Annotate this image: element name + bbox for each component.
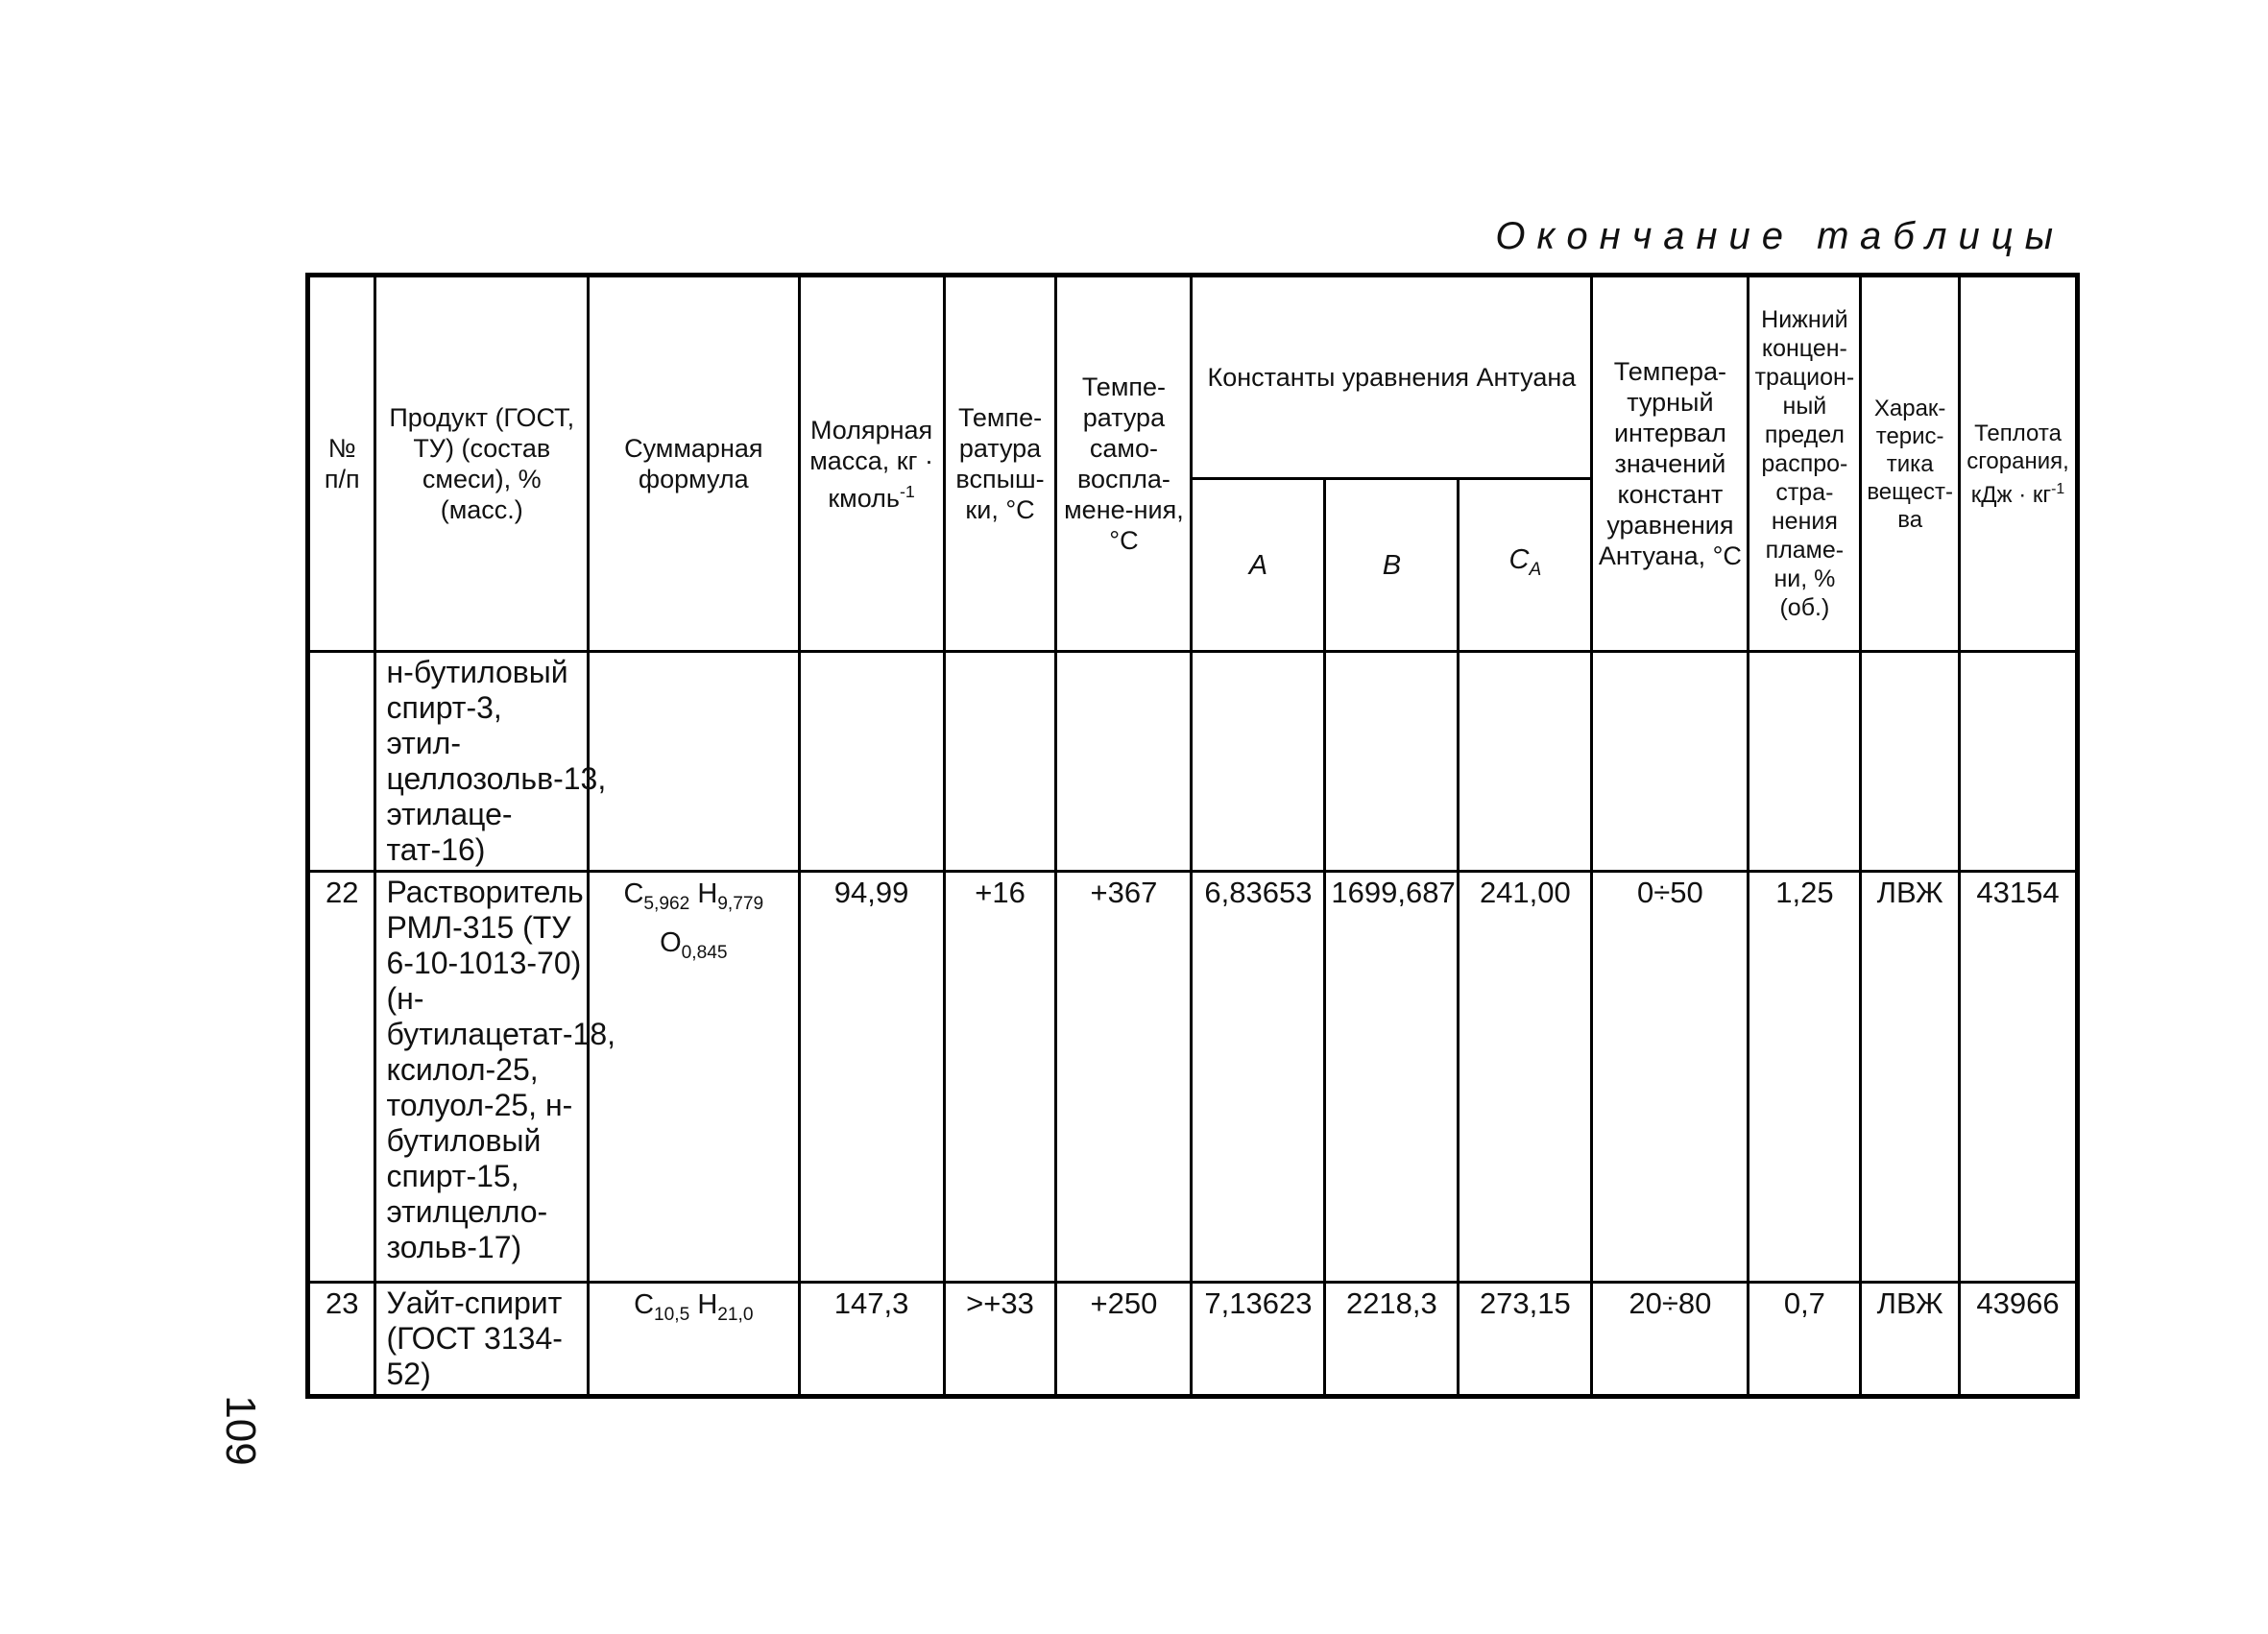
row-flash: +16 [944,872,1056,1283]
formula-o-sub: 0,845 [681,942,728,963]
header-flash-temp: Темпе-ратура вспыш-ки, °С [944,276,1056,652]
formula-c: C [634,1289,655,1320]
header-combustion-heat-sup: -1 [2051,480,2065,497]
row-a [1192,652,1325,872]
row-formula [589,1283,800,1397]
row-characteristic: ЛВЖ [1861,1283,1960,1397]
row-autoignition: +367 [1056,872,1192,1283]
table-caption: Окончание таблицы [1495,215,2064,257]
row-flash [944,652,1056,872]
header-num: № п/п [308,276,375,652]
row-autoignition [1056,652,1192,872]
formula-o: O [660,926,682,958]
header-const-a: A [1192,479,1325,652]
row-lower-limit: 1,25 [1749,872,1861,1283]
row-num: 23 [308,1283,375,1397]
row-product: н-бутиловый спирт-3, этил-целлозольв-13, этилаце-тат-16) [375,652,589,872]
row-autoignition: +250 [1056,1283,1192,1397]
header-combustion-heat-text: Теплота сгорания, кДж · кг [1966,420,2069,508]
row-heat: 43966 [1960,1283,2078,1397]
row-characteristic: ЛВЖ [1861,872,1960,1283]
row-a: 6,83653 [1192,872,1325,1283]
row-num: 22 [308,872,375,1283]
formula-h-sub: 9,779 [717,893,764,914]
row-b [1325,652,1459,872]
page-number: 109 [217,1395,264,1466]
header-antoine-group: Константы уравнения Антуана [1192,276,1592,479]
formula-c: C [623,878,644,909]
header-substance-char: Харак-терис-тика вещест-ва [1861,276,1960,652]
row-lower-limit [1749,652,1861,872]
row-molar-mass [799,652,944,872]
formula-h-sub: 21,0 [717,1304,754,1325]
header-const-b: B [1325,479,1459,652]
properties-table [305,273,2080,1399]
row-product: Уайт-спирит (ГОСТ 3134-52) [375,1283,589,1397]
row-ca: 241,00 [1459,872,1592,1283]
row-molar-mass: 147,3 [799,1283,944,1397]
row-a: 7,13623 [1192,1283,1325,1397]
row-characteristic [1861,652,1960,872]
row-ca [1459,652,1592,872]
formula-c-sub: 10,5 [654,1304,690,1325]
row-b: 2218,3 [1325,1283,1459,1397]
row-lower-limit: 0,7 [1749,1283,1861,1397]
table-row [308,872,2078,1283]
header-const-ca-text: C [1508,544,1530,576]
row-ca: 273,15 [1459,1283,1592,1397]
row-b: 1699,687 [1325,872,1459,1283]
header-product: Продукт (ГОСТ, ТУ) (состав смеси), % (масс.) [375,276,589,652]
header-autoignition-temp: Темпе-ратура само-воспла-мене-ния, °С [1056,276,1192,652]
header-molar-mass-sup: -1 [899,481,915,501]
header-formula: Суммарная формула [589,276,800,652]
row-interval [1592,652,1749,872]
row-product: Растворитель РМЛ-315 (ТУ 6-10-1013-70) (н-бутилацетат-18, ксилол-25, толуол-25, н-бутиловый спирт-15, этилцелло-зольв-17) [375,872,589,1283]
formula-h: H [697,878,718,909]
header-const-ca [1459,479,1592,652]
header-molar-mass-text: Молярная масса, кг · кмоль [809,415,933,513]
row-formula [589,652,800,872]
row-molar-mass: 94,99 [799,872,944,1283]
row-interval: 0÷50 [1592,872,1749,1283]
header-const-ca-sub: A [1529,559,1542,580]
header-molar-mass [799,276,944,652]
header-combustion-heat [1960,276,2078,652]
header-temp-interval: Темпера-турный интервал значений констант уравнения Антуана, °С [1592,276,1749,652]
row-formula [589,872,800,1283]
header-row-1 [308,276,2078,479]
table-row [308,652,2078,872]
row-heat [1960,652,2078,872]
row-heat: 43154 [1960,872,2078,1283]
formula-c-sub: 5,962 [643,893,690,914]
table-row [308,1283,2078,1397]
formula-h: H [697,1289,718,1320]
row-num [308,652,375,872]
header-lower-limit: Нижний концен-трацион-ный предел распро-стра-нения пламе-ни, % (об.) [1749,276,1861,652]
row-interval: 20÷80 [1592,1283,1749,1397]
row-flash: >+33 [944,1283,1056,1397]
